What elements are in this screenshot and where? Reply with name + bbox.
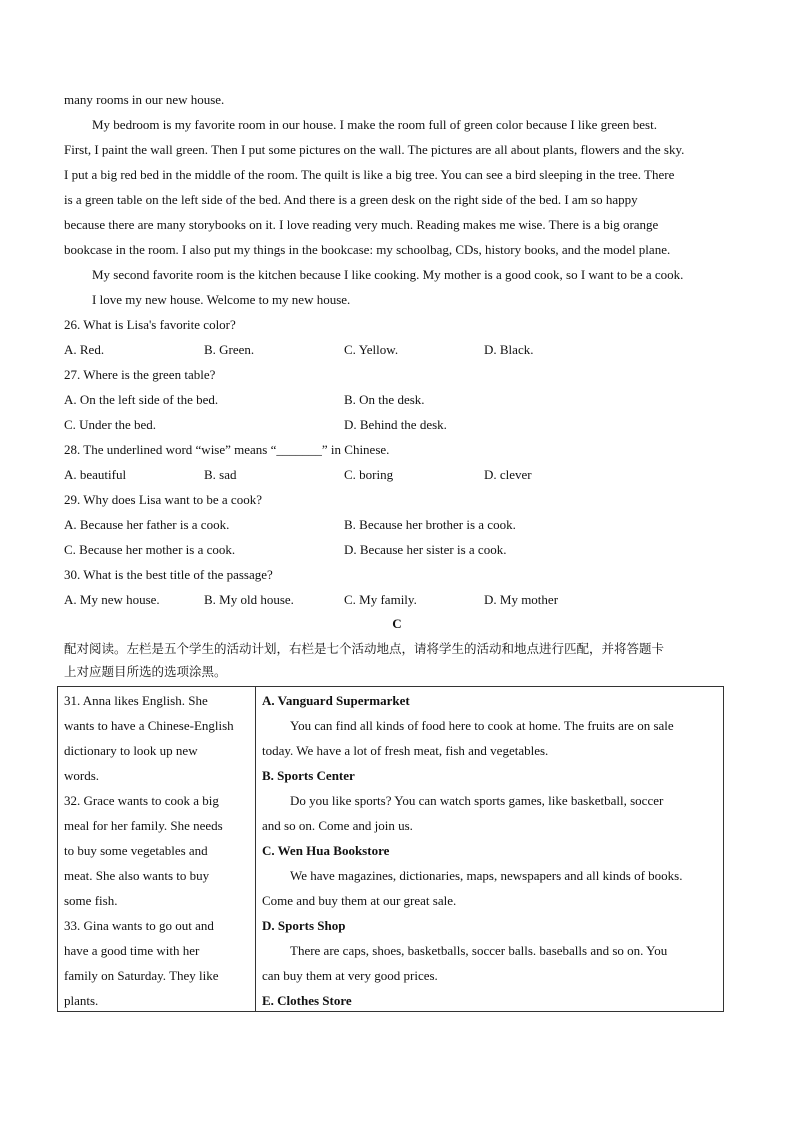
- plan-line: plants.: [64, 993, 99, 1008]
- plan-line: dictionary to look up new: [64, 743, 198, 758]
- q29-option-c: C. Because her mother is a cook.: [64, 542, 236, 557]
- q28-option-d: D. clever: [484, 467, 532, 482]
- q30-option-d: D. My mother: [484, 592, 559, 607]
- passage-line-0: many rooms in our new house.: [64, 92, 225, 107]
- question-30: 30. What is the best title of the passage?: [64, 567, 273, 582]
- passage-p1-line-6: bookcase in the room. I also put my things in the bookcase: my schoolbag, CDs, history books, and the model plane.: [64, 242, 671, 257]
- q26-option-d: D. Black.: [484, 342, 534, 357]
- place-c-title: C. Wen Hua Bookstore: [262, 843, 390, 858]
- question-28: 28. The underlined word “wise” means “_______” in Chinese.: [64, 442, 390, 457]
- q30-option-b: B. My old house.: [204, 592, 294, 607]
- section-c-instruction-1: 配对阅读。左栏是五个学生的活动计划，右栏是七个活动地点，请将学生的活动和地点进行匹配，并将答题卡: [64, 641, 665, 656]
- student-plans-column: [58, 687, 256, 1012]
- place-a-title: A. Vanguard Supermarket: [262, 693, 410, 708]
- place-d-line-1: There are caps, shoes, basketballs, soccer balls. baseballs and so on. You: [290, 943, 668, 958]
- q30-option-a: A. My new house.: [64, 592, 160, 607]
- q27-option-c: C. Under the bed.: [64, 417, 157, 432]
- passage-p1-line-3: I put a big red bed in the middle of the room. The quilt is like a big tree. You can see a bird sleeping in the tree. There: [64, 167, 675, 182]
- passage-p1-line-1: My bedroom is my favorite room in our house. I make the room full of green color because I like green best.: [92, 117, 657, 132]
- plan-line: words.: [64, 768, 100, 783]
- q27-option-b: B. On the desk.: [344, 392, 425, 407]
- question-27: 27. Where is the green table?: [64, 367, 216, 382]
- q29-option-d: D. Because her sister is a cook.: [344, 542, 507, 557]
- place-b-line-1: Do you like sports? You can watch sports games, like basketball, soccer: [290, 793, 664, 808]
- passage-p3: I love my new house. Welcome to my new house.: [92, 292, 351, 307]
- place-d-title: D. Sports Shop: [262, 918, 346, 933]
- section-c-instruction-2: 上对应题目所选的选项涂黑。: [64, 664, 227, 679]
- passage-p1-line-4: is a green table on the left side of the bed. And there is a green desk on the right side of the bed. I am so happy: [64, 192, 638, 207]
- place-d-line-2: can buy them at very good prices.: [262, 968, 438, 983]
- place-b-line-2: and so on. Come and join us.: [262, 818, 413, 833]
- section-c-heading: C: [392, 616, 402, 631]
- plan-line: family on Saturday. They like: [64, 968, 219, 983]
- q28-option-a: A. beautiful: [64, 467, 127, 482]
- q26-option-a: A. Red.: [64, 342, 105, 357]
- q26-option-c: C. Yellow.: [344, 342, 399, 357]
- plan-line: some fish.: [64, 893, 118, 908]
- passage-p2: My second favorite room is the kitchen because I like cooking. My mother is a good cook, so I want to be a cook.: [92, 267, 684, 282]
- passage-p1-line-5: because there are many storybooks on it. I love reading very much. Reading makes me wise. There is a big orange: [64, 217, 659, 232]
- q27-option-a: A. On the left side of the bed.: [64, 392, 219, 407]
- q26-option-b: B. Green.: [204, 342, 255, 357]
- plan-line: to buy some vegetables and: [64, 843, 208, 858]
- places-column: [256, 687, 724, 1012]
- place-a-line-1: You can find all kinds of food here to cook at home. The fruits are on sale: [290, 718, 674, 733]
- plan-line: wants to have a Chinese-English: [64, 718, 234, 733]
- place-c-line-2: Come and buy them at our great sale.: [262, 893, 457, 908]
- plan-line: have a good time with her: [64, 943, 200, 958]
- plan-line: meat. She also wants to buy: [64, 868, 210, 883]
- plan-line: 31. Anna likes English. She: [64, 693, 208, 708]
- plan-line: 32. Grace wants to cook a big: [64, 793, 219, 808]
- place-b-title: B. Sports Center: [262, 768, 355, 783]
- question-29: 29. Why does Lisa want to be a cook?: [64, 492, 262, 507]
- q29-option-b: B. Because her brother is a cook.: [344, 517, 516, 532]
- plan-line: 33. Gina wants to go out and: [64, 918, 214, 933]
- q27-option-d: D. Behind the desk.: [344, 417, 447, 432]
- matching-table: [57, 686, 724, 1012]
- q30-option-c: C. My family.: [344, 592, 417, 607]
- plan-line: meal for her family. She needs: [64, 818, 223, 833]
- question-26: 26. What is Lisa's favorite color?: [64, 317, 236, 332]
- q28-option-b: B. sad: [204, 467, 237, 482]
- place-a-line-2: today. We have a lot of fresh meat, fish and vegetables.: [262, 743, 549, 758]
- q28-option-c: C. boring: [344, 467, 394, 482]
- place-e-title: E. Clothes Store: [262, 993, 352, 1008]
- q29-option-a: A. Because her father is a cook.: [64, 517, 230, 532]
- place-c-line-1: We have magazines, dictionaries, maps, newspapers and all kinds of books.: [290, 868, 683, 883]
- passage-p1-line-2: First, I paint the wall green. Then I put some pictures on the wall. The pictures are all about plants, flowers and the sky.: [64, 142, 685, 157]
